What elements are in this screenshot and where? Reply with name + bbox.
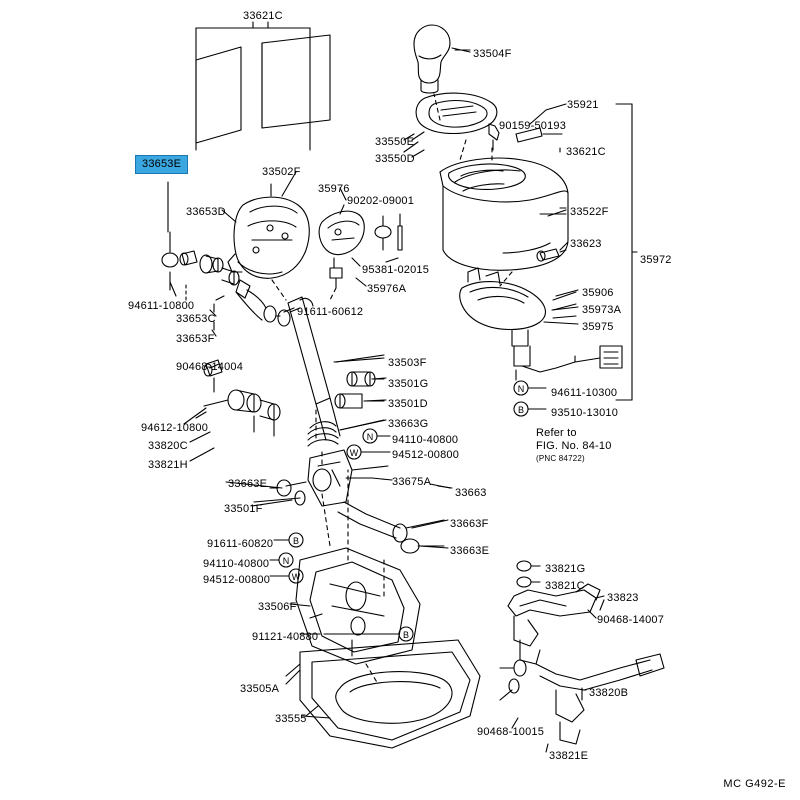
part-label-33653c[interactable]: 33653C [176,313,216,325]
part-label-35976[interactable]: 35976 [318,183,350,195]
part-label-90468-14007[interactable]: 90468-14007 [597,614,665,626]
part-33550-bezel [404,93,499,152]
part-label-94110-40800[interactable]: 94110-40800 [392,434,459,446]
part-33502f-housing [228,184,309,278]
part-label-33653d[interactable]: 33653D [186,206,226,218]
part-label-95381-02015[interactable]: 95381-02015 [362,264,430,276]
refer-note-line-2: FIG. No. 84-10 [536,440,612,452]
part-label-90468-10015[interactable]: 90468-10015 [477,726,545,738]
part-label-35973a[interactable]: 35973A [582,304,622,316]
part-label-33663f[interactable]: 33663F [450,518,489,530]
diagram-footer-code: MC G492-E [723,778,786,790]
part-label-33621c[interactable]: 33621C [566,146,606,158]
part-label-94512-00800[interactable]: 94512-00800 [392,449,460,461]
part-label-33820b[interactable]: 33820B [589,687,629,699]
refer-note-line-1: Refer to [536,427,577,439]
part-33522f-console [440,158,568,270]
part-label-91611-60612[interactable]: 91611-60612 [297,306,364,318]
part-label-33550d[interactable]: 33550D [375,153,415,165]
part-label-33821h[interactable]: 33821H [148,459,188,471]
part-label-33663e[interactable]: 33663E [450,545,490,557]
part-label-33821c[interactable]: 33821C [545,580,585,592]
part-label-33506f[interactable]: 33506F [258,601,297,613]
svg-text:B: B [292,536,300,546]
part-label-33675a[interactable]: 33675A [392,476,432,488]
part-label-33501g[interactable]: 33501G [388,378,429,390]
svg-text:W: W [291,572,301,582]
part-label-33504f[interactable]: 33504F [473,48,512,60]
part-label-33623[interactable]: 33623 [570,238,602,250]
part-label-90159-50193[interactable]: 90159-50193 [499,120,567,132]
part-33621c-pads [196,22,330,150]
part-label-33821g[interactable]: 33821G [545,563,586,575]
part-label-33501f[interactable]: 33501F [224,503,263,515]
part-label-33501d[interactable]: 33501D [388,398,428,410]
part-label-33502f[interactable]: 33502F [262,166,301,178]
part-35906-wire-assembly [460,268,622,372]
part-label-35975[interactable]: 35975 [582,321,614,333]
part-label-94611-10800[interactable]: 94611-10800 [128,300,195,312]
part-33501-collars [335,372,384,408]
part-label-33503f[interactable]: 33503F [388,357,427,369]
part-label-90202-09001[interactable]: 90202-09001 [347,195,415,207]
svg-text:N: N [282,556,290,566]
part-label-33663[interactable]: 33663 [455,487,487,499]
svg-text:B: B [517,405,525,415]
part-label-93510-13010[interactable]: 93510-13010 [551,407,619,419]
svg-text:N: N [366,432,374,442]
part-label-35906[interactable]: 35906 [582,287,614,299]
highlighted-part-label: 33653E [135,155,188,174]
part-33504f-knob [414,25,470,93]
part-label-33505a[interactable]: 33505A [240,683,280,695]
part-label-94611-10300[interactable]: 94611-10300 [551,387,618,399]
part-label-33663g[interactable]: 33663G [388,418,429,430]
part-33503f-rod [288,297,384,440]
bracket-35972 [616,104,637,400]
part-label-33550e[interactable]: 33550E [375,136,415,148]
part-label-94110-40800[interactable]: 94110-40800 [203,558,270,570]
part-label-35976a[interactable]: 35976A [367,283,407,295]
highlighted-part-callout[interactable] [135,158,188,170]
part-33505a-boot [286,640,480,748]
part-label-35921[interactable]: 35921 [567,99,599,111]
refer-note-line-3: (PNC 84722) [536,454,585,463]
part-label-90468-14004[interactable]: 90468-14004 [176,361,244,373]
part-label-91121-40880[interactable]: 91121-40880 [252,631,319,643]
part-label-33820c[interactable]: 33820C [148,440,188,452]
part-label-33823[interactable]: 33823 [607,592,639,604]
part-label-33621c[interactable]: 33621C [243,10,283,22]
svg-text:B: B [402,630,410,640]
part-label-94612-10800[interactable]: 94612-10800 [141,422,209,434]
svg-text:N: N [517,384,525,394]
part-label-91611-60820[interactable]: 91611-60820 [207,538,274,550]
svg-text:W: W [349,448,359,458]
part-label-33821e[interactable]: 33821E [549,750,589,762]
part-label-33653f[interactable]: 33653F [176,333,215,345]
part-label-33663e[interactable]: 33663E [228,478,268,490]
part-label-94512-00800[interactable]: 94512-00800 [203,574,271,586]
part-label-33555[interactable]: 33555 [275,713,307,725]
part-label-33522f[interactable]: 33522F [570,206,609,218]
fastener-markers-right [514,370,546,416]
part-label-35972[interactable]: 35972 [640,254,672,266]
